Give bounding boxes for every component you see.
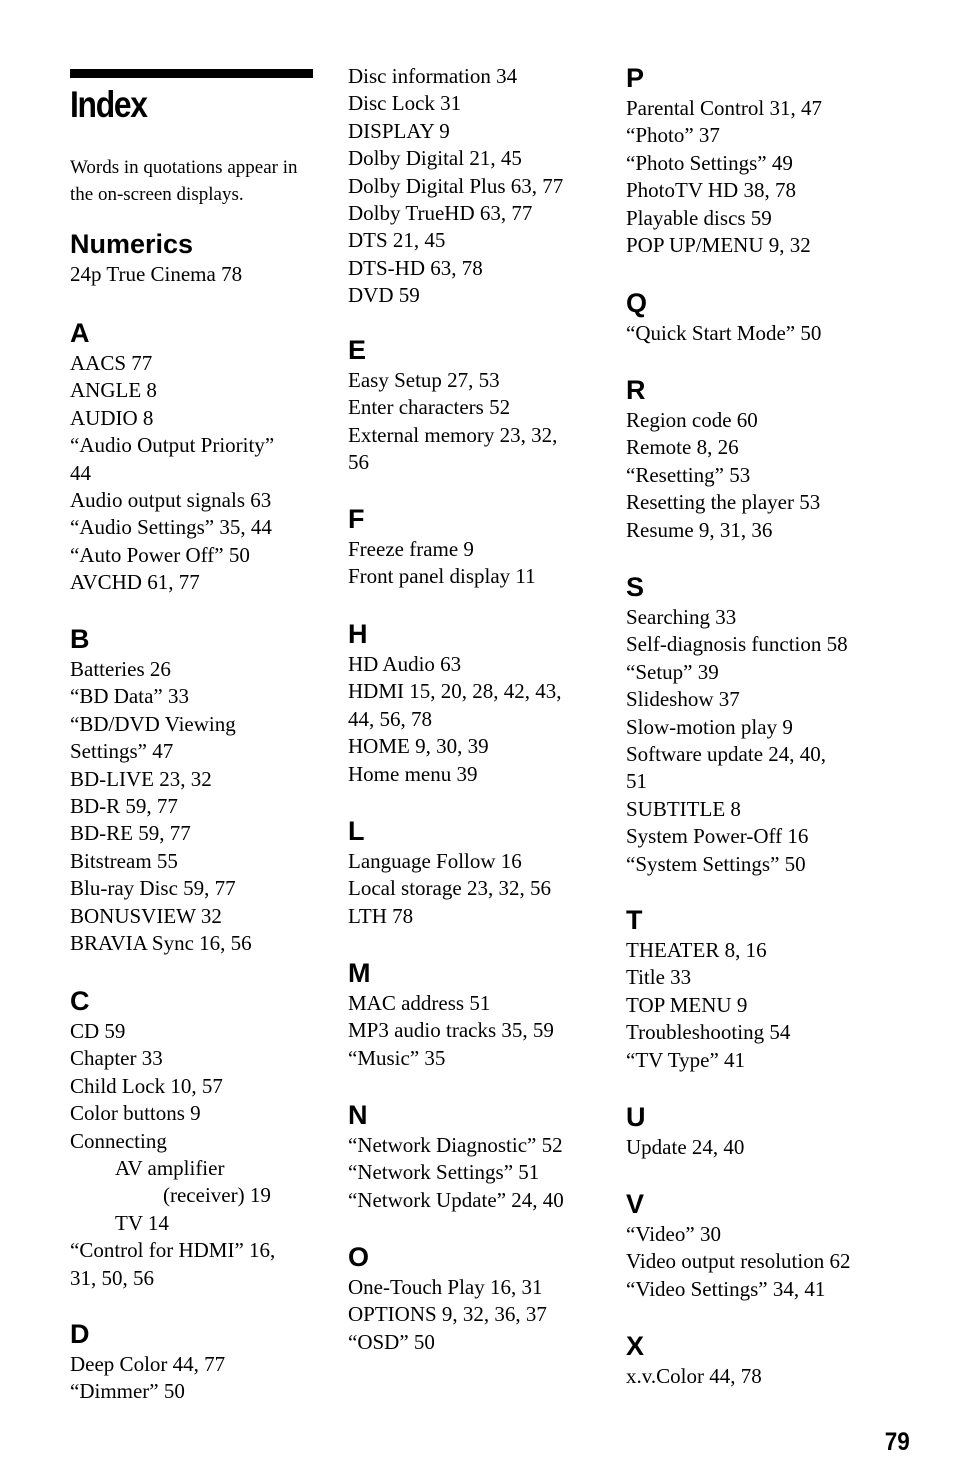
section-heading: Numerics [70,229,194,259]
index-entry: “Video” 30 [626,1222,721,1246]
entry-list [70,1018,275,1292]
index-entry: 51 [626,769,647,794]
index-entry: Slow-motion play 9 [626,714,793,739]
entry-list [348,1274,547,1356]
entry-list [626,95,822,259]
index-entry: SUBTITLE 8 [626,796,741,821]
index-section-b [70,623,252,957]
entry-list [626,407,820,544]
entry-list [70,1351,225,1406]
index-entry: Front panel display 11 [348,564,536,589]
index-entry: AACS 77 [70,351,153,375]
index-entry: CD 59 [70,1019,126,1043]
index-entry: “BD Data” 33 [70,684,189,709]
index-entry: DTS 21, 45 [348,228,446,253]
entry-list [70,350,274,597]
entry-list [348,990,554,1072]
index-entry: POP UP/MENU 9, 32 [626,233,811,258]
index-section-d-continued [348,63,563,310]
index-entry: Playable discs 59 [626,205,772,230]
index-entry: TOP MENU 9 [626,992,748,1017]
section-heading: Q [626,288,648,318]
index-entry: DTS-HD 63, 78 [348,255,483,280]
index-section-q [626,287,821,347]
index-entry: 56 [348,450,369,475]
entry-list [626,604,848,878]
index-entry: “TV Type” 41 [626,1047,746,1072]
section-heading: A [70,318,90,348]
index-entry: BD-RE 59, 77 [70,821,191,846]
index-section-f [348,503,536,591]
index-subentry: (receiver) 19 [163,1183,271,1208]
entry-list [626,937,790,1074]
index-entry: Home menu 39 [348,761,478,786]
index-entry: Update 24, 40 [626,1135,745,1159]
index-entry: “Network Settings” 51 [348,1160,540,1185]
section-heading: P [626,63,645,93]
index-entry: “Resetting” 53 [626,462,751,487]
index-entry: Child Lock 10, 57 [70,1073,223,1098]
index-entry: BRAVIA Sync 16, 56 [70,931,252,956]
index-entry: System Power-Off 16 [626,824,809,849]
entry-list [348,848,551,930]
index-subentry: AV amplifier [115,1156,225,1181]
section-heading: C [70,986,90,1016]
entry-list [626,1363,762,1390]
index-entry: Resetting the player 53 [626,490,821,515]
index-entry: Slideshow 37 [626,687,740,712]
index-entry: Resume 9, 31, 36 [626,517,773,542]
index-entry: 44, 56, 78 [348,706,432,731]
title-rule [70,69,313,78]
index-entry: Remote 8, 26 [626,435,739,460]
index-entry: Batteries 26 [70,657,171,681]
index-entry: “Audio Settings” 35, 44 [70,515,272,540]
index-entry: “Photo” 37 [626,123,720,148]
index-entry: ANGLE 8 [70,378,157,403]
index-entry: “Setup” 39 [626,659,719,684]
index-entry: 24p True Cinema 78 [70,262,243,286]
index-entry: One-Touch Play 16, 31 [348,1275,543,1299]
index-entry: “Video Settings” 34, 41 [626,1276,826,1301]
index-section-s [626,571,848,878]
index-entry: HOME 9, 30, 39 [348,734,489,759]
index-section-n [348,1099,564,1214]
index-entry: “Auto Power Off” 50 [70,542,250,567]
section-heading: E [348,335,367,365]
entry-list [626,1221,850,1303]
section-heading: R [626,375,646,405]
index-entry: External memory 23, 32, [348,422,558,447]
index-entry: Dolby Digital Plus 63, 77 [348,173,564,198]
index-entry: Disc information 34 [348,64,518,88]
index-entry: AUDIO 8 [70,405,154,430]
index-entry: Enter characters 52 [348,395,511,420]
index-entry: “Photo Settings” 49 [626,150,793,175]
entry-list [348,63,563,310]
section-heading: F [348,504,365,534]
section-heading: X [626,1331,645,1361]
index-subentry: TV 14 [115,1210,169,1235]
index-entry: “System Settings” 50 [626,851,806,876]
page-title: Index [70,84,147,125]
page-number: 79 [884,1428,910,1456]
index-section-x [626,1330,762,1390]
index-entry: DVD 59 [348,283,420,308]
index-entry: PhotoTV HD 38, 78 [626,178,796,203]
section-heading: M [348,958,371,988]
index-section-t [626,904,790,1074]
index-entry: HD Audio 63 [348,652,462,676]
index-entry: Bitstream 55 [70,848,178,873]
section-heading: U [626,1102,646,1132]
index-entry: LTH 78 [348,903,414,928]
index-entry: Blu-ray Disc 59, 77 [70,876,236,901]
section-heading: V [626,1189,645,1219]
index-entry: Audio output signals 63 [70,488,272,513]
index-entry: Parental Control 31, 47 [626,96,822,120]
index-section-r [626,374,820,544]
index-entry: “OSD” 50 [348,1329,435,1354]
section-heading: B [70,624,90,654]
index-entry: Language Follow 16 [348,849,522,873]
index-entry: “Quick Start Mode” 50 [626,321,822,345]
entry-list [348,1132,564,1214]
index-entry: Dolby TrueHD 63, 77 [348,201,533,226]
index-entry: “Music” 35 [348,1045,446,1070]
index-entry: AVCHD 61, 77 [70,570,200,595]
index-entry: BD-LIVE 23, 32 [70,766,212,791]
index-entry: HDMI 15, 20, 28, 42, 43, [348,679,562,704]
index-entry: “Network Update” 24, 40 [348,1187,564,1212]
index-section-u [626,1101,744,1161]
entry-list [348,367,557,477]
section-heading: N [348,1100,368,1130]
section-heading: H [348,619,368,649]
index-section-l [348,815,551,930]
entry-list [626,1134,744,1161]
index-entry: Local storage 23, 32, 56 [348,876,551,901]
index-entry: “Network Diagnostic” 52 [348,1133,563,1157]
index-entry: BD-R 59, 77 [70,794,178,819]
section-heading: S [626,572,645,602]
entry-list [626,320,821,347]
index-entry: Video output resolution 62 [626,1249,851,1274]
index-entry: MP3 audio tracks 35, 59 [348,1018,554,1043]
index-entry: Chapter 33 [70,1046,163,1071]
index-section-e [348,334,557,477]
index-entry: Self-diagnosis function 58 [626,632,848,657]
index-entry: OPTIONS 9, 32, 36, 37 [348,1302,547,1327]
section-heading: T [626,905,643,935]
intro-note: Words in quotations appear in the on-screen displays. [70,157,298,205]
index-entry: “BD/DVD Viewing [70,711,236,736]
entry-list [70,656,252,957]
index-entry: 44 [70,460,91,485]
index-section-m [348,957,554,1072]
index-entry: x.v.Color 44, 78 [626,1364,762,1388]
index-entry: BONUSVIEW 32 [70,903,222,928]
entry-list [348,536,536,591]
index-entry: Disc Lock 31 [348,91,462,116]
entry-list [348,651,562,788]
index-entry: 31, 50, 56 [70,1265,154,1290]
index-entry: Settings” 47 [70,739,174,764]
index-entry: Region code 60 [626,408,758,432]
index-entry: Deep Color 44, 77 [70,1352,226,1376]
index-section-c [70,985,275,1292]
index-section-o [348,1241,547,1356]
index-entry: Title 33 [626,965,692,990]
entry-list [70,261,242,288]
index-entry: DISPLAY 9 [348,118,450,143]
index-entry: Easy Setup 27, 53 [348,368,500,392]
index-entry: Freeze frame 9 [348,537,474,561]
section-heading: D [70,1319,90,1349]
index-section-numerics [70,228,242,288]
index-section-a [70,317,274,597]
index-entry: MAC address 51 [348,991,491,1015]
index-entry: Searching 33 [626,605,737,629]
index-section-h [348,618,562,788]
index-section-p [626,62,822,259]
index-entry: THEATER 8, 16 [626,938,767,962]
index-entry: Software update 24, 40, [626,742,827,767]
index-entry: “Dimmer” 50 [70,1379,185,1404]
index-entry: Color buttons 9 [70,1101,201,1126]
index-section-d [70,1318,225,1406]
section-heading: L [348,816,365,846]
index-entry: Dolby Digital 21, 45 [348,146,522,171]
index-entry: “Control for HDMI” 16, [70,1238,276,1263]
index-entry: Troubleshooting 54 [626,1020,791,1045]
index-entry: “Audio Output Priority” [70,433,275,458]
index-section-v [626,1188,850,1303]
index-entry: Connecting [70,1128,167,1153]
section-heading: O [348,1242,370,1272]
